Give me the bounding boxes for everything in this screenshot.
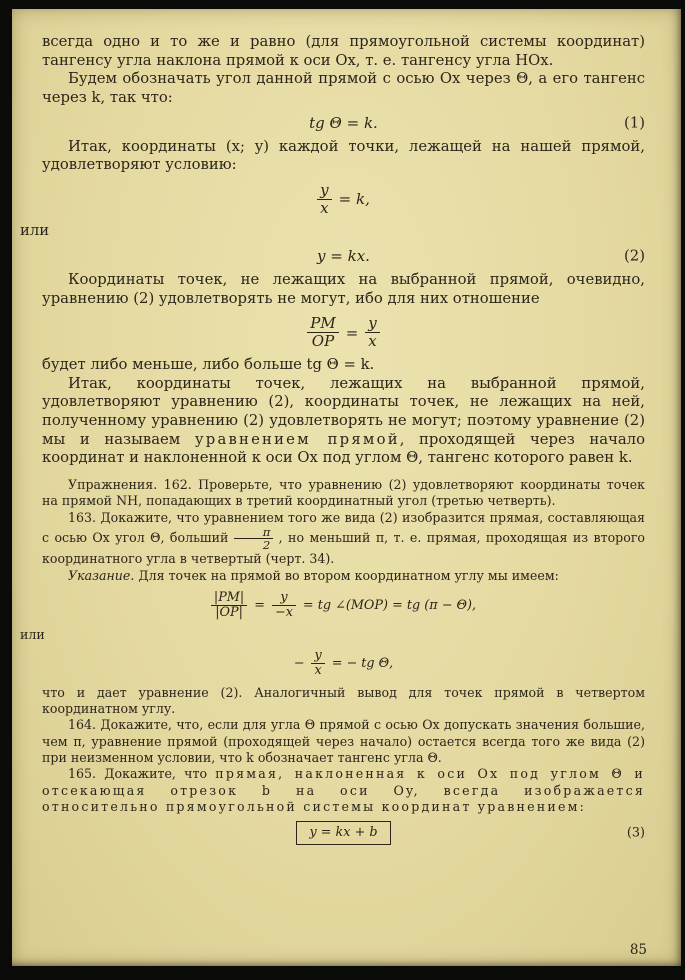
equation-body: [307, 315, 380, 350]
equation-y-over-x: [42, 181, 645, 217]
fraction: [211, 591, 247, 621]
exercises-section: [20, 476, 646, 846]
equation-number: (3): [626, 825, 645, 841]
text-run: , проходящей через начало координат и наклоненной к оси Ox под углом Θ, тангенс которого равен k.: [42, 430, 645, 467]
fraction-denominator: 2: [262, 538, 271, 553]
page-number: 85: [629, 942, 647, 958]
fraction-numerator: PM: [307, 315, 338, 333]
equation-number: (2): [624, 247, 645, 265]
text-run: Итак, координаты точек, лежащих на выбранной прямой, удовлетворяют уравнению (2), координаты точек, не лежащих на ней, полученному уравнению (2) удовлетворять не могут; поэтому уравнение (2) мы и называем: [42, 374, 645, 448]
boxed-equation: y = kx + b: [296, 821, 390, 845]
paragraph-coordinates: Итак, координаты (x; y) каждой точки, лежащей на нашей прямой, удовлетворяют условию:: [42, 137, 645, 174]
fraction-denominator: |OP|: [215, 605, 243, 621]
fraction-denominator: x: [320, 198, 329, 217]
text-run: 165. Докажите, что: [68, 766, 216, 782]
equation-3-boxed: [42, 821, 645, 845]
text-run: , но меньший π, т. е. прямая, проходящая из второго координатного угла в четвертый (черт. 34).: [42, 530, 645, 567]
exercise-164: 164. Докажите, что, если для угла Θ прямой с осью Ox допускать значения большие, чем π, уравнение прямой (проходящей через начало) остается всегда того же вида (2) при неизменном условии, что k обозначает тангенс угла Θ.: [42, 717, 645, 766]
equation-body: [296, 821, 390, 845]
fraction-denominator: −x: [274, 605, 293, 621]
equation-text: = tg ∠(MOP) = tg (π − Θ),: [302, 598, 477, 614]
equation-text: = k,: [338, 190, 370, 209]
hint-paragraph: [42, 568, 645, 584]
equation-body: [211, 591, 476, 621]
equals-sign: =: [345, 323, 359, 342]
fraction-numerator: |PM|: [211, 591, 247, 606]
equation-number: (1): [624, 114, 645, 132]
equation-abs-pm-op: [42, 590, 645, 621]
minus-sign: −: [293, 656, 305, 672]
exercise-162: Упражнения. 162. Проверьте, что уравнению (2) удовлетворяют координаты точек на прямой NH, попадающих в третий координатный угол (третью четверть).: [42, 476, 645, 509]
paragraph-continuation: всегда одно и то же и равно (для прямоугольной системы координат) тангенсу угла наклона прямой к оси Ox, т. е. тангенсу угла HOx.: [42, 33, 645, 69]
book-page: [12, 9, 681, 966]
paragraph-conclusion: [42, 375, 645, 468]
text-run: Для точек на прямой во втором координатном углу мы имеем:: [134, 567, 559, 583]
fraction-numerator: y: [272, 591, 296, 606]
equation-1-body: [309, 114, 378, 132]
equation-2-body: [317, 247, 370, 265]
fraction-numerator: y: [311, 649, 324, 664]
exercise-165: [42, 766, 645, 815]
paragraph-inequality: будет либо меньше, либо больше tg Θ = k.: [42, 355, 375, 373]
fraction: [234, 526, 273, 551]
text-run: 163. Докажите, что уравнением того же вида (2) изобразится прямая, составляющая с осью Ox угол Θ, больший: [42, 509, 645, 546]
fraction: [311, 649, 324, 679]
equals-sign: =: [254, 598, 265, 614]
paragraph-definition: Будем обозначать угол данной прямой с осью Ox через Θ, а его тангенс через k, так что:: [42, 70, 645, 106]
text-run-spaced: уравнением прямой: [194, 430, 400, 448]
equation-2: [42, 247, 645, 265]
equation-neg-y-over-x: [42, 649, 645, 679]
equation-text: tg Θ = k.: [309, 113, 378, 132]
equation-text: y = kx.: [317, 247, 370, 266]
paragraph-not-on-line: Координаты точек, не лежащих на выбранной прямой, очевидно, уравнению (2) удовлетворять не могут, ибо для них отношение: [42, 271, 645, 307]
fraction: [317, 182, 331, 217]
equation-1: [42, 114, 645, 132]
fraction-numerator: y: [365, 315, 379, 333]
text-run-spaced: прямая, наклоненная к оси Ox под углом Θ и отсекающая отрезок b на оси Oy, всегда изображается относительно прямоугольной системы координат уравнением:: [42, 766, 646, 815]
fraction: [307, 315, 338, 350]
equation-text: = − tg Θ,: [331, 656, 394, 672]
fraction: [272, 591, 296, 621]
fraction-numerator: π: [234, 526, 273, 539]
fraction-numerator: y: [317, 182, 331, 200]
fraction-denominator: OP: [311, 332, 335, 351]
fraction-denominator: x: [314, 663, 322, 679]
equation-pm-op: [42, 314, 645, 350]
fraction-denominator: x: [368, 332, 377, 351]
hint-label: Указание.: [68, 567, 135, 583]
connector-or: или: [20, 222, 50, 240]
hint-conclusion: что и дает уравнение (2). Аналогичный вывод для точек прямой в четвертом координатном углу.: [42, 684, 645, 716]
fraction: [365, 315, 379, 350]
equation-body: [317, 182, 370, 217]
exercise-163: [42, 510, 645, 568]
connector-or: или: [20, 626, 45, 642]
equation-body: [294, 649, 394, 679]
